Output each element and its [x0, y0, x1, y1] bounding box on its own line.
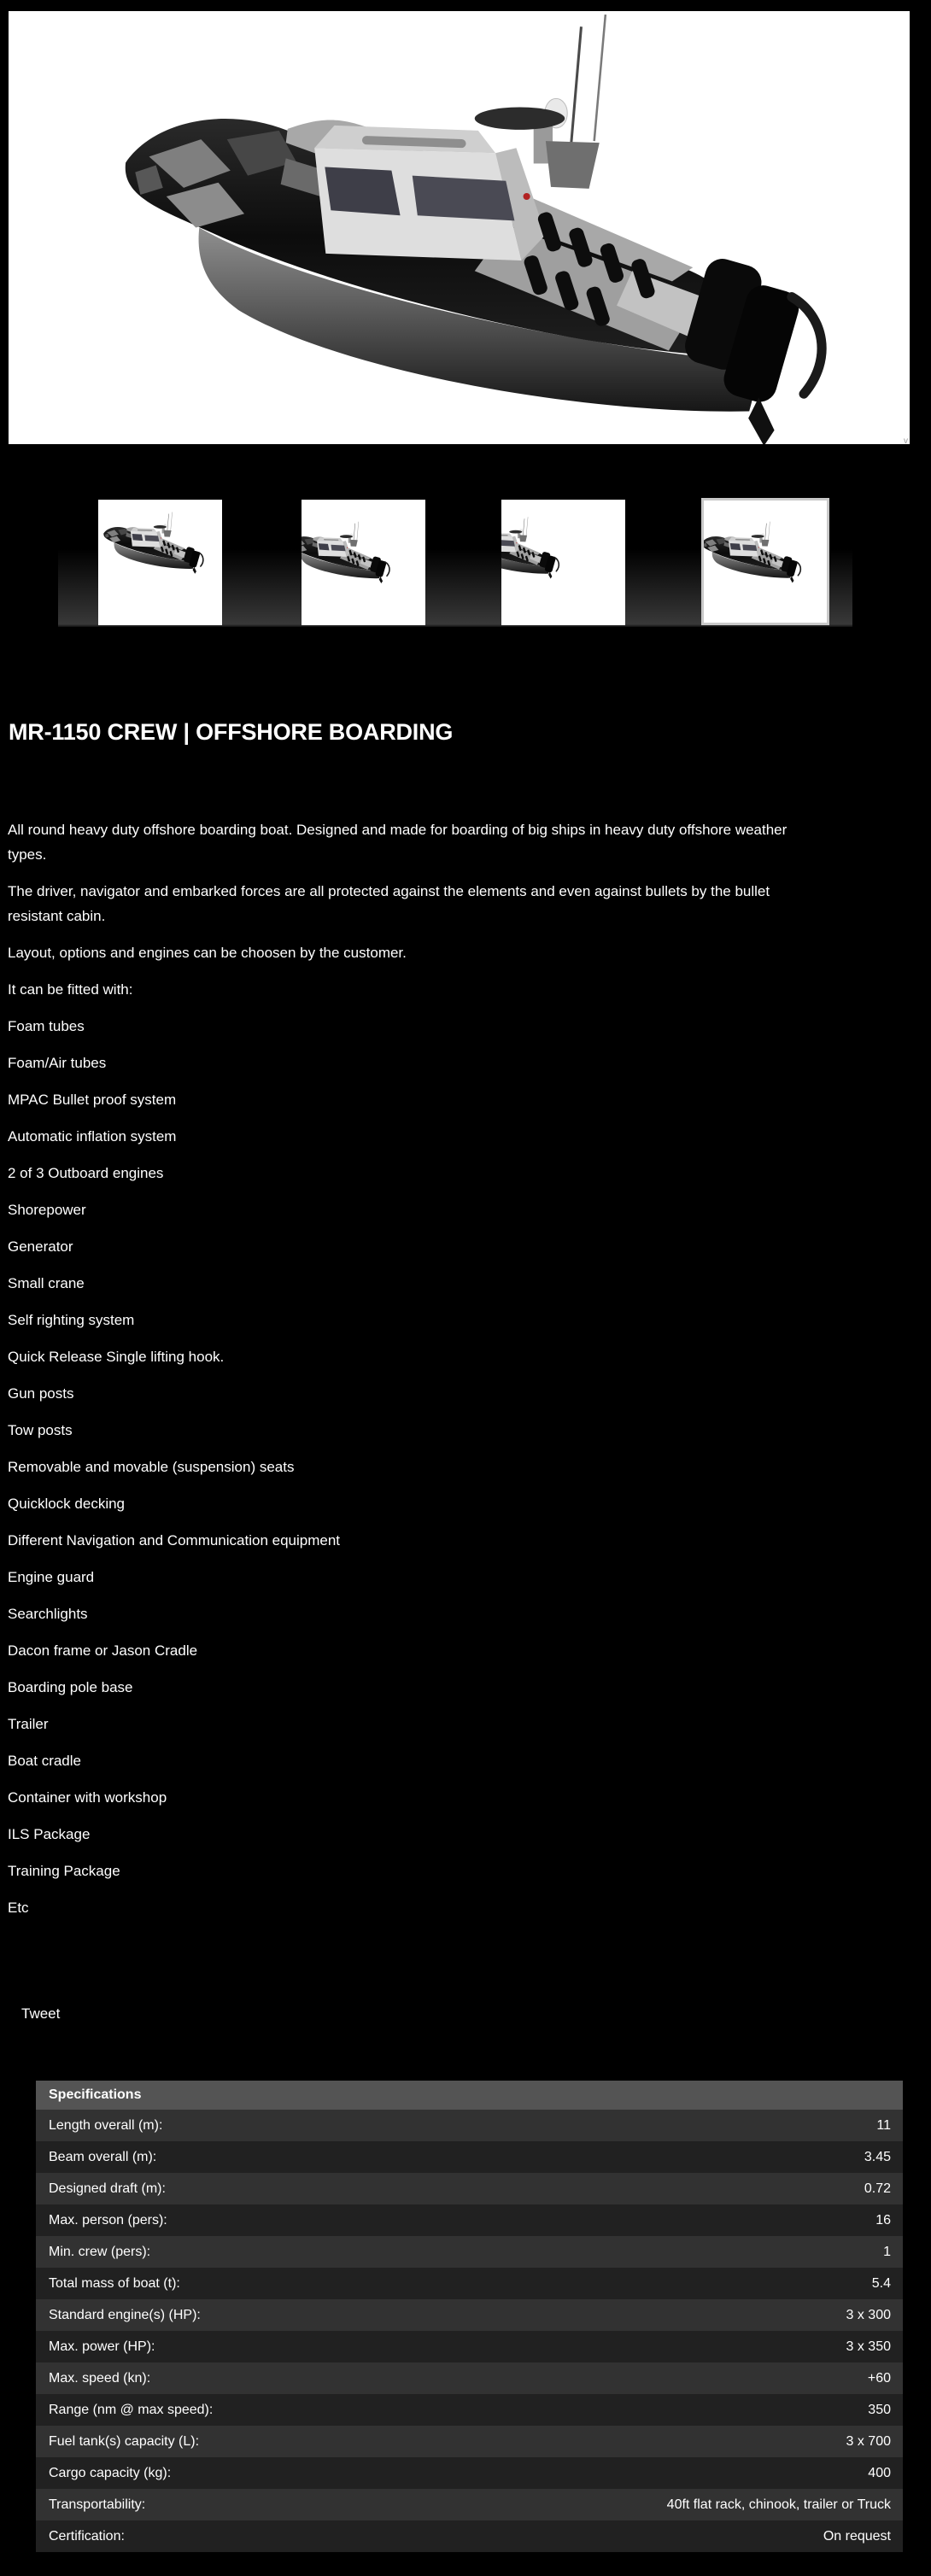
feature-item: Small crane — [8, 1275, 85, 1291]
feature-item: 2 of 3 Outboard engines — [8, 1165, 164, 1181]
spec-value: 3 x 350 — [846, 2339, 891, 2354]
spec-label: Beam overall (m): — [49, 2149, 157, 2164]
specs-table — [36, 2081, 903, 2552]
main-product-image — [9, 11, 910, 444]
spec-label: Max. power (HP): — [49, 2339, 155, 2354]
boat-render-illustration — [9, 11, 910, 444]
feature-item: Searchlights — [8, 1606, 88, 1622]
spec-row — [36, 2268, 903, 2299]
spec-row — [36, 2299, 903, 2331]
product-thumbnail-4-selected[interactable] — [701, 498, 829, 625]
spec-row — [36, 2426, 903, 2457]
feature-item: Automatic inflation system — [8, 1128, 177, 1145]
description-paragraph: The driver, navigator and embarked forces are all protected against the elements and even against bullets by the bullet resistant cabin. — [8, 883, 770, 924]
description-paragraph: It can be fitted with: — [8, 981, 133, 998]
spec-row — [36, 2331, 903, 2362]
feature-item: Engine guard — [8, 1569, 95, 1585]
product-thumbnail-3[interactable] — [501, 500, 625, 625]
spec-value: On request — [823, 2528, 891, 2544]
feature-item: Trailer — [8, 1716, 49, 1732]
spec-row — [36, 2173, 903, 2204]
feature-item: Different Navigation and Communication equipment — [8, 1532, 341, 1549]
tweet-button[interactable]: Tweet — [21, 2005, 61, 2022]
spec-value: 16 — [875, 2212, 891, 2228]
spec-row — [36, 2457, 903, 2489]
feature-item: Foam/Air tubes — [8, 1055, 107, 1071]
spec-label: Max. person (pers): — [49, 2212, 167, 2228]
image-watermark: v — [904, 436, 908, 446]
feature-item: Quick Release Single lifting hook. — [8, 1349, 225, 1365]
feature-item: Shorepower — [8, 1202, 86, 1218]
product-thumbnail-1[interactable] — [98, 500, 222, 625]
feature-item: Foam tubes — [8, 1018, 85, 1034]
feature-item: Dacon frame or Jason Cradle — [8, 1642, 198, 1659]
spec-value: 11 — [876, 2117, 891, 2133]
spec-label: Total mass of boat (t): — [49, 2275, 180, 2291]
product-description — [8, 817, 923, 1932]
spec-value: 3 x 300 — [846, 2307, 891, 2322]
feature-item: Container with workshop — [8, 1789, 167, 1806]
boat-thumbnail-illustration — [501, 500, 625, 625]
page-title: MR-1150 CREW | OFFSHORE BOARDING — [9, 719, 454, 745]
spec-value: 400 — [868, 2465, 891, 2480]
feature-list — [8, 1014, 923, 1920]
feature-item: Tow posts — [8, 1422, 73, 1438]
feature-item: Self righting system — [8, 1312, 135, 1328]
spec-value: 5.4 — [871, 2275, 891, 2291]
spec-label: Certification: — [49, 2528, 125, 2544]
feature-item: Boat cradle — [8, 1753, 81, 1769]
spec-row — [36, 2204, 903, 2236]
spec-row — [36, 2394, 903, 2426]
feature-item: Removable and movable (suspension) seats — [8, 1459, 295, 1475]
spec-label: Range (nm @ max speed): — [49, 2402, 214, 2417]
feature-item: ILS Package — [8, 1826, 91, 1842]
spec-value: 3 x 700 — [846, 2433, 891, 2449]
spec-label: Standard engine(s) (HP): — [49, 2307, 201, 2322]
spec-label: Fuel tank(s) capacity (L): — [49, 2433, 200, 2449]
product-thumbnail-2[interactable] — [302, 500, 425, 625]
spec-label: Min. crew (pers): — [49, 2244, 151, 2259]
spec-row — [36, 2141, 903, 2173]
spec-row — [36, 2520, 903, 2552]
boat-thumbnail-illustration — [302, 500, 425, 625]
spec-value: 1 — [883, 2244, 891, 2259]
description-paragraph: Layout, options and engines can be choosen by the customer. — [8, 945, 407, 961]
spec-row — [36, 2110, 903, 2141]
spec-label: Cargo capacity (kg): — [49, 2465, 172, 2480]
feature-item: Quicklock decking — [8, 1496, 126, 1512]
spec-row — [36, 2489, 903, 2520]
feature-item: Etc — [8, 1900, 29, 1916]
spec-value: 3.45 — [864, 2149, 891, 2164]
spec-label: Transportability: — [49, 2497, 146, 2512]
specs-table-header: Specifications — [36, 2081, 903, 2110]
thumbnail-carousel — [58, 493, 852, 627]
feature-item: MPAC Bullet proof system — [8, 1092, 177, 1108]
feature-item: Training Package — [8, 1863, 120, 1879]
feature-item: Boarding pole base — [8, 1679, 133, 1695]
spec-label: Length overall (m): — [49, 2117, 163, 2133]
spec-row — [36, 2362, 903, 2394]
feature-item: Gun posts — [8, 1385, 74, 1402]
description-paragraph: All round heavy duty offshore boarding boat. Designed and made for boarding of big ships in heavy duty offshore weather types. — [8, 822, 788, 863]
spec-value: 40ft flat rack, chinook, trailer or Truck — [666, 2497, 891, 2512]
spec-value: 0.72 — [864, 2181, 891, 2196]
spec-value: +60 — [867, 2370, 891, 2386]
boat-thumbnail-illustration — [98, 500, 222, 625]
spec-label: Designed draft (m): — [49, 2181, 166, 2196]
spec-value: 350 — [868, 2402, 891, 2417]
spec-label: Max. speed (kn): — [49, 2370, 151, 2386]
spec-row — [36, 2236, 903, 2268]
boat-thumbnail-illustration — [704, 501, 827, 623]
feature-item: Generator — [8, 1238, 73, 1255]
